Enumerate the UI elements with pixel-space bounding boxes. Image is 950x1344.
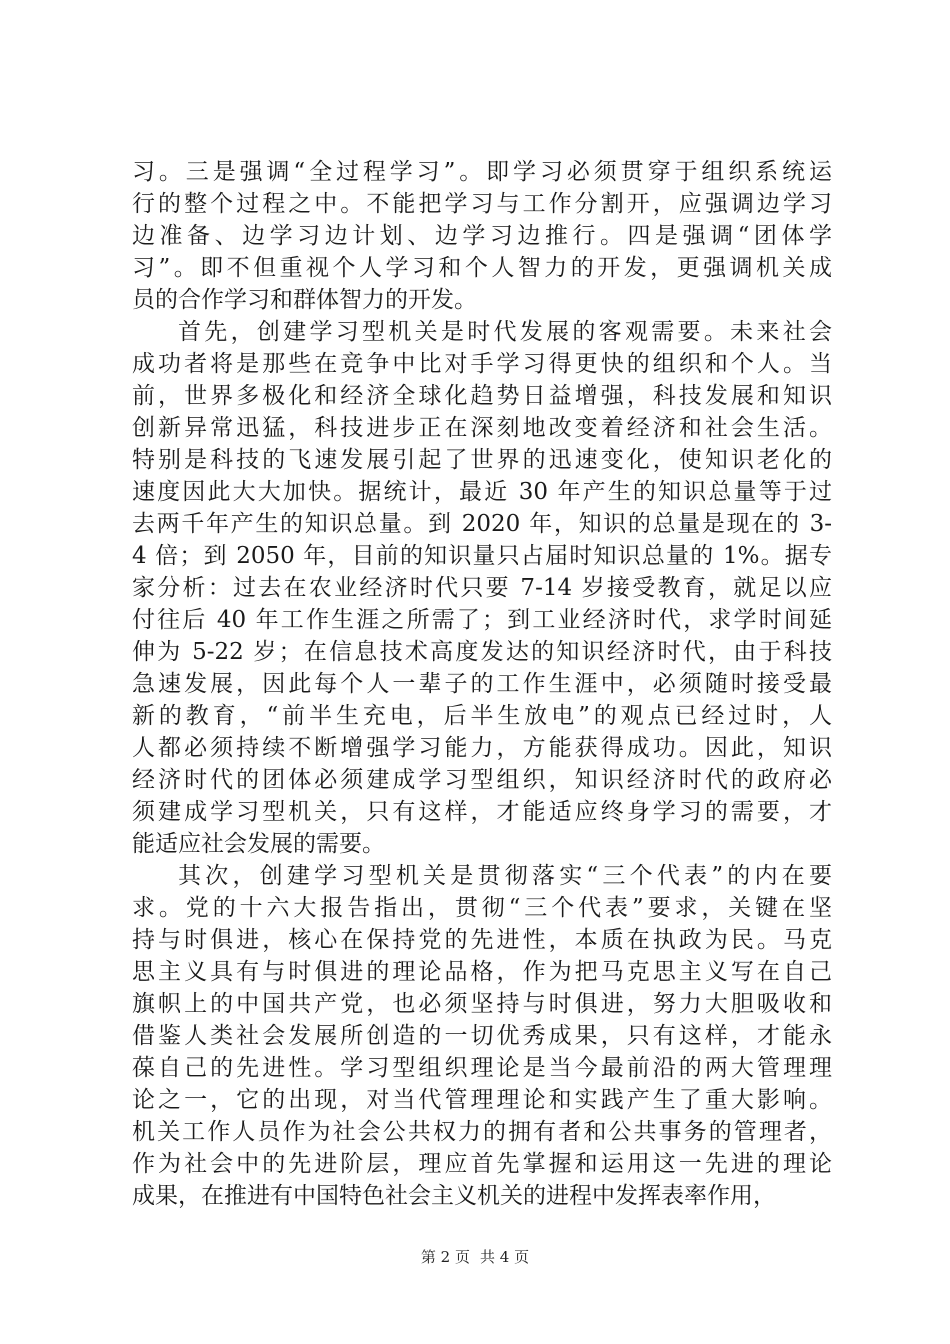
- text-line: 人都必须持续不断增强学习能力，方能获得成功。因此，知识: [132, 735, 832, 761]
- text-line: 其次，创建学习型机关是贯彻落实“三个代表”的内在要: [178, 863, 832, 889]
- text-line: 机关工作人员作为社会公共权力的拥有者和公共事务的管理者，: [132, 1119, 832, 1145]
- paragraph: [132, 860, 832, 1212]
- page-number: 第 2 页: [420, 1248, 470, 1266]
- text-line: 家分析：过去在农业经济时代只要 7-14 岁接受教育，就足以应: [132, 575, 832, 601]
- text-line: 急速发展，因此每个人一辈子的工作生涯中，必须随时接受最: [132, 671, 832, 697]
- text-line: 首先，创建学习型机关是时代发展的客观需要。未来社会: [178, 319, 832, 345]
- text-line: 去两千年产生的知识总量。到 2020 年，知识的总量是现在的 3-: [132, 511, 832, 537]
- text-line: 员的合作学习和群体智力的开发。: [132, 287, 477, 313]
- page-total: 共 4 页: [480, 1248, 530, 1266]
- page-footer: [0, 1246, 950, 1267]
- document-body: [132, 156, 832, 1212]
- text-line: 特别是科技的飞速发展引起了世界的迅速变化，使知识老化的: [132, 447, 832, 473]
- text-line: 4 倍；到 2050 年，目前的知识量只占届时知识总量的 1%。据专: [132, 543, 832, 569]
- text-line: 速度因此大大加快。据统计，最近 30 年产生的知识总量等于过: [132, 479, 832, 505]
- text-line: 旗帜上的中国共产党，也必须坚持与时俱进，努力大胆吸收和: [132, 991, 832, 1017]
- text-line: 借鉴人类社会发展所创造的一切优秀成果，只有这样，才能永: [132, 1023, 832, 1049]
- text-line: 前，世界多极化和经济全球化趋势日益增强，科技发展和知识: [132, 383, 832, 409]
- text-line: 须建成学习型机关，只有这样，才能适应终身学习的需要，才: [132, 799, 832, 825]
- text-line: 思主义具有与时俱进的理论品格，作为把马克思主义写在自己: [132, 959, 832, 985]
- text-line: 行的整个过程之中。不能把学习与工作分割开，应强调边学习: [132, 191, 832, 217]
- text-line: 付往后 40 年工作生涯之所需了；到工业经济时代，求学时间延: [132, 607, 832, 633]
- text-line: 习”。即不但重视个人学习和个人智力的开发，更强调机关成: [132, 255, 832, 281]
- text-line: 求。党的十六大报告指出，贯彻“三个代表”要求，关键在坚: [132, 895, 832, 921]
- text-line: 能适应社会发展的需要。: [132, 831, 385, 857]
- paragraph: [132, 156, 832, 316]
- text-line: 论之一，它的出现，对当代管理理论和实践产生了重大影响。: [132, 1087, 832, 1113]
- paragraph: [132, 316, 832, 860]
- text-line: 成功者将是那些在竞争中比对手学习得更快的组织和个人。当: [132, 351, 832, 377]
- text-line: 创新异常迅猛，科技进步正在深刻地改变着经济和社会生活。: [132, 415, 832, 441]
- text-line: 葆自己的先进性。学习型组织理论是当今最前沿的两大管理理: [132, 1055, 832, 1081]
- text-line: 持与时俱进，核心在保持党的先进性，本质在执政为民。马克: [132, 927, 832, 953]
- text-line: 新的教育，“前半生充电，后半生放电”的观点已经过时，人: [132, 703, 832, 729]
- text-line: 习。三是强调“全过程学习”。即学习必须贯穿于组织系统运: [132, 159, 832, 185]
- text-line: 成果，在推进有中国特色社会主义机关的进程中发挥表率作用，: [132, 1183, 776, 1209]
- text-line: 边准备、边学习边计划、边学习边推行。四是强调“团体学: [132, 223, 832, 249]
- text-line: 经济时代的团体必须建成学习型组织，知识经济时代的政府必: [132, 767, 832, 793]
- text-line: 伸为 5-22 岁；在信息技术高度发达的知识经济时代，由于科技: [132, 639, 832, 665]
- text-line: 作为社会中的先进阶层，理应首先掌握和运用这一先进的理论: [132, 1151, 832, 1177]
